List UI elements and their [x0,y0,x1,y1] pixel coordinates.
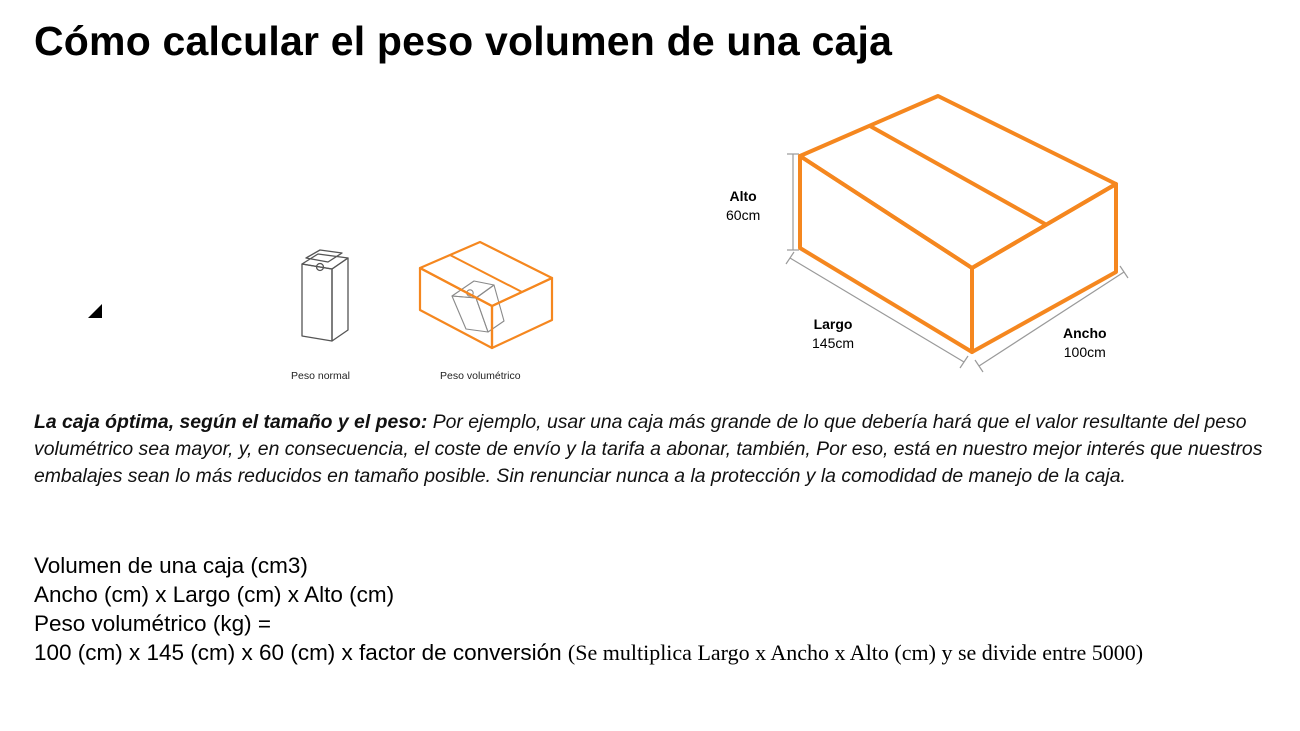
width-dimension [1063,324,1107,362]
length-dimension [812,315,854,353]
formula-calculation-note: (Se multiplica Largo x Ancho x Alto (cm) y se divide entre 5000) [567,640,1144,665]
optimal-box-paragraph [34,409,1284,490]
box-dimensions-illustration [720,88,1140,378]
paragraph-body: Por ejemplo, usar una caja más grande de lo que debería hará que el valor resultante del peso volumétrico sea mayor, y, en consecuencia, el coste de envío y la tarifa a abonar, también, Por eso, está en nuestro mejor interés que nuestros embalajes sean lo más reducidos en tamaño posible. Sin renunciar nunca a la protección y la comodidad de manejo de la caja. [34,411,1263,487]
formula-line-volume: Volumen de una caja (cm3) [34,553,308,578]
weight-comparison-illustration [280,236,570,396]
weight-comparison-drawing [280,236,570,366]
cursor-arrow-icon [87,303,103,319]
milk-carton-icon [302,250,348,341]
height-value: 60cm [726,207,761,223]
width-label: Ancho [1063,325,1107,341]
formula-line-calculation [34,638,1289,667]
height-dimension [726,187,760,225]
formula-line-volumetric-weight: Peso volumétrico (kg) = [34,611,271,636]
shipping-box-icon [800,96,1116,352]
volumetric-weight-caption: Peso volumétrico [440,370,521,382]
volumetric-box-icon [420,242,552,348]
length-value: 145cm [812,335,855,351]
formula-block [34,551,1289,667]
formula-calculation-main: 100 (cm) x 145 (cm) x 60 (cm) x factor de conversión [34,640,568,665]
page-title: Cómo calcular el peso volumen de una caja [34,18,893,64]
paragraph-lead: La caja óptima, según el tamaño y el peso: [34,411,428,433]
length-label: Largo [813,316,853,332]
width-value: 100cm [1063,344,1106,360]
formula-line-dimensions: Ancho (cm) x Largo (cm) x Alto (cm) [34,582,395,607]
height-label: Alto [729,188,757,204]
normal-weight-caption: Peso normal [291,370,350,382]
